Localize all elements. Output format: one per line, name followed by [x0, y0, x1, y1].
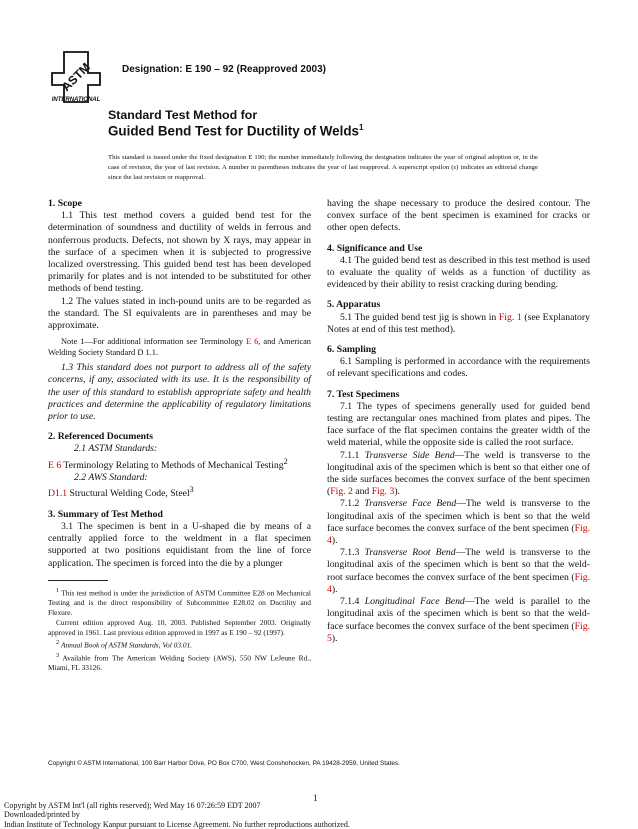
title-line-1: Standard Test Method for — [108, 108, 258, 122]
link-fig-2[interactable]: Fig. 2 — [330, 486, 353, 498]
footer-copyright: Copyright © ASTM International, 100 Barr Harbor Drive, PO Box C700, West Conshohocken, PA 19428-2959, United States. — [48, 760, 400, 767]
issue-note: This standard is issued under the fixed designation E 190; the number immediately following the designation indicates the year of original adoption or, in the case of revision, the year of last revision. A number in parentheses indicates the year of last reapproval. A superscript epsilon (ε) indicates an editorial change since the last revision or reapproval. — [108, 154, 538, 181]
p712-text: —The weld is transverse to the longitudinal axis of the specimen which is bent so that the weld face surface becomes the convex surface of the bent specimen ( — [327, 498, 591, 534]
p711-end: ). — [394, 486, 400, 498]
fn2-text: Annual Book of ASTM Standards, Vol 03.01. — [60, 640, 193, 650]
para-7-1-2 — [327, 498, 590, 547]
left-column — [48, 198, 311, 673]
note-1 — [48, 336, 311, 358]
p713-text: —The weld is transverse to the longitudinal axis of the specimen which is bent so that the weld-root surface becomes the convex surface of the bent specimen ( — [327, 547, 590, 583]
title-line-2 — [108, 123, 363, 138]
ref-2-2: 2.2 AWS Standard: — [74, 472, 148, 484]
p714-term: Longitudinal Face Bend — [364, 596, 465, 608]
p712-end: ). — [331, 535, 338, 547]
section-2-heading: 2. Referenced Documents — [48, 431, 154, 443]
para-1-2: 1.2 The values stated in inch-pound units are to be regarded as the standard. The SI equivalents are in parentheses and may be approximate. — [48, 295, 311, 332]
note-1-text: Note 1—For additional information see Terminology — [61, 337, 247, 347]
p714-num: 7.1.4 — [340, 596, 365, 608]
right-column — [327, 198, 590, 645]
footnote-3 — [48, 651, 311, 673]
link-e6[interactable]: E 6 — [48, 459, 62, 471]
section-7-heading: 7. Test Specimens — [327, 388, 400, 400]
ref-2-1: 2.1 ASTM Standards: — [74, 443, 158, 455]
ref-e6-sup: 2 — [283, 456, 288, 466]
p713-end: ). — [331, 583, 338, 595]
footnotes — [48, 586, 311, 673]
fn1-marker: 1 — [56, 587, 60, 594]
p714-end: ). — [331, 632, 338, 644]
footnote-1b: Current edition approved Aug. 10, 2003. Published September 2003. Originally approved in 1961. Last previous edition approved in 1997 as E 190 – 92 (1997). — [48, 618, 311, 638]
link-d11[interactable]: D1.1 — [48, 488, 68, 500]
fn2-marker: 2 — [56, 640, 60, 647]
para-7-1-1 — [327, 450, 590, 499]
ref-d11-sup: 3 — [189, 485, 194, 495]
para-3-1-cont: having the shape necessary to produce the desired contour. The convex surface of the bent specimen is examined for cracks or other open defects. — [327, 198, 590, 234]
para-7-1-4 — [327, 596, 590, 645]
para-4-1: 4.1 The guided bend test as described in this test method is used to evaluate the quality of welds as a function of ductility as evidenced by their ability to resist cracking during bending. — [327, 254, 590, 291]
ref-e6-title: Terminology Relating to Methods of Mechanical Testing — [61, 459, 284, 471]
p713-num: 7.1.3 — [340, 547, 365, 559]
link-fig-5[interactable]: Fig. 5 — [327, 620, 590, 644]
page-number: 1 — [313, 793, 318, 803]
designation: Designation: E 190 – 92 (Reapproved 2003) — [122, 64, 326, 75]
footnote-1 — [48, 586, 311, 618]
p711-text: —The weld is transverse to the longitudinal axis of the specimen which is bent so that either one of the side surfaces becomes the convex surface of the bent specimen ( — [327, 449, 590, 498]
link-fig-1[interactable]: Fig. 1 — [498, 311, 522, 323]
section-5-heading: 5. Apparatus — [327, 299, 381, 311]
p712-term: Transverse Face Bend — [364, 498, 457, 510]
section-6-heading: 6. Sampling — [327, 344, 376, 356]
logo-text: ASTM — [59, 60, 93, 94]
section-4-heading: 4. Significance and Use — [327, 242, 423, 254]
fn3-marker: 3 — [56, 652, 60, 659]
para-5-1 — [327, 312, 590, 336]
footnote-2 — [48, 638, 311, 650]
ref-d11 — [48, 484, 311, 500]
astm-logo — [48, 49, 104, 105]
link-e6-note[interactable]: E 6 — [246, 337, 259, 347]
p711-term: Transverse Side Bend — [364, 449, 455, 461]
p714-text: —The weld is parallel to the longitudinal axis of the specimen which is bent so that the weld-face surface becomes the convex surface of the bent specimen ( — [327, 596, 591, 632]
para-6-1: 6.1 Sampling is performed in accordance with the requirements of relevant specifications and codes. — [327, 356, 590, 380]
para-7-1: 7.1 The types of specimens generally used for guided bend testing are rectangular ones machined from plates and pipes. The face surface of the flat specimen contains the greater width of the weld material, while the opposite side is called the root surface. — [327, 400, 590, 449]
fn1-text: This test method is under the jurisdiction of ASTM Committee E28 on Mechanical Testing and is the direct responsibility of Subcommittee E28.02 on Ductility and Flexure. — [48, 588, 311, 618]
footnote-rule — [48, 580, 108, 581]
title-text: Guided Bend Test for Ductility of Welds — [108, 123, 359, 139]
para-3-1: 3.1 The specimen is bent in a U-shaped die by means of a centrally applied force to the weldment in a flat specimen supported at two positions equidistant from the line of force application. The specimen is forced into the die by a plunger — [48, 520, 311, 569]
download-stamp — [4, 801, 350, 829]
download-line-2: Downloaded/printed by — [4, 810, 80, 820]
link-fig-3[interactable]: Fig. 3 — [371, 486, 395, 498]
title-footnote-marker: 1 — [358, 123, 364, 132]
ref-d11-title: Structural Welding Code, Steel — [67, 488, 190, 500]
section-3-heading: 3. Summary of Test Method — [48, 508, 163, 520]
link-fig-4[interactable]: Fig. 4 — [327, 522, 590, 547]
para-1-1: 1.1 This test method covers a guided bend test for the determination of soundness and ductility of welds in ferrous and nonferrous products. Defects, not shown by X rays, may appear in the surface of a specimen when it is subjected to progressive localized overstressing. This guided bend test has been developed primarily for plates and is not intended to be substituted for other methods of bend testing. — [48, 210, 311, 295]
p711-and: and — [352, 486, 372, 498]
note-1-text-end: , and American Welding Society Standard D 1.1. — [48, 337, 311, 358]
link-fig-4b[interactable]: Fig. 4 — [327, 571, 590, 595]
logo-subtext: INTERNATIONAL — [51, 97, 101, 103]
para-7-1-3 — [327, 547, 590, 596]
p712-num: 7.1.2 — [340, 498, 365, 510]
section-1-heading: 1. Scope — [48, 198, 82, 209]
para-5-1-text-end: (see Explanatory Notes at end of this test method). — [327, 311, 590, 335]
ref-e6 — [48, 456, 311, 472]
fn3-text: Available from The American Welding Society (AWS), 550 NW LeJeune Rd., Miami, FL 33126. — [48, 653, 311, 673]
download-line-1: Copyright by ASTM Int'l (all rights reserved); Wed May 16 07:26:59 EDT 2007 — [4, 801, 261, 810]
para-5-1-text: 5.1 The guided bend test jig is shown in — [340, 311, 499, 323]
para-1-3: 1.3 This standard does not purport to address all of the safety concerns, if any, associated with its use. It is the responsibility of the user of this standard to establish appropriate safety and health practices and determine the applicability of regulatory limitations prior to use. — [48, 362, 311, 423]
p711-num: 7.1.1 — [340, 449, 365, 461]
p713-term: Transverse Root Bend — [364, 547, 456, 559]
download-line-3: Indian Institute of Technology Kanpur pursuant to License Agreement. No further reproductions authorized. — [4, 819, 350, 829]
